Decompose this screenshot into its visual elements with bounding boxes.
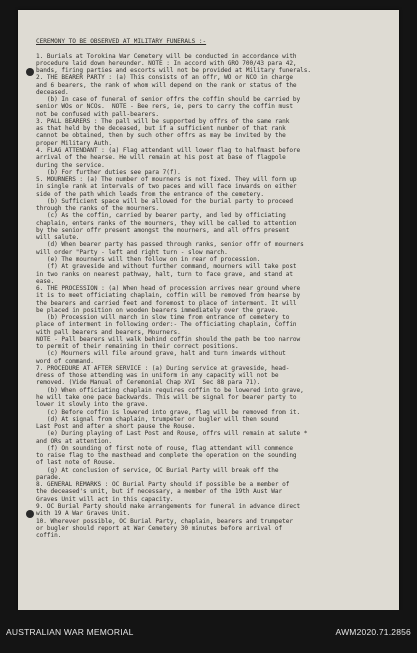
text-line: deceased. <box>36 88 69 96</box>
text-line: dress of those attending was in uniform in any capacity will not be <box>36 372 279 380</box>
footer-accession-number: AWM2020.71.2856 <box>335 627 411 637</box>
text-line: (b) When officiating chaplain requires coffin to be lowered into grave, <box>36 386 304 394</box>
text-line: the deceased's unit, but if necessary, a member of the 19th Aust War <box>36 488 283 496</box>
text-line: place of interment in following order:- The officiating chaplain, Coffin <box>36 321 297 329</box>
text-line: (c) As the coffin, carried by bearer party, and led by officiating <box>36 212 286 220</box>
text-line: (b) In case of funeral of senior offrs the coffin should be carried by <box>36 96 301 104</box>
text-line <box>36 45 392 52</box>
text-line: 8. GENERAL REMARKS : OC Burial Party should if possible be a member of <box>36 481 290 489</box>
footer-institution: AUSTRALIAN WAR MEMORIAL <box>6 627 134 637</box>
text-line: procedure laid down hereunder. NOTE : In accord with GRO 700/43 para 42, <box>36 59 297 67</box>
text-line: and 6 bearers, the rank of whom will depend on the rank or status of the <box>36 81 297 89</box>
document-text <box>36 38 392 539</box>
text-line: (c) Before coffin is lowered into grave, flag will be removed from it. <box>36 408 301 416</box>
text-line: or bugler should report at War Cemetery 30 minutes before arrival of <box>36 524 283 532</box>
text-line: Graves Unit will act in this capacity. <box>36 495 174 503</box>
text-line: (e) During playing of Last Post and Rouse, offrs will remain at salute * <box>36 430 308 438</box>
text-line: the bearers and carried feet and foremost to place of interment. It will <box>36 299 297 307</box>
text-line: (c) Mourners will file around grave, halt and turn inwards without <box>36 350 286 358</box>
text-line: be placed in position on wooden bearers immediately over the grave. <box>36 306 279 314</box>
text-line: arrival of the hearse. He will remain at his post at base of flagpole <box>36 154 286 162</box>
text-line: it is to meet officiating chaplain, coffin will be removed from hearse by <box>36 292 301 300</box>
text-line: 9. OC Burial Party should make arrangements for funeral in advance direct <box>36 503 301 510</box>
text-line: removed. (Vide Manual of Ceremonial Chap XVI Sec 88 para 71). <box>36 379 261 387</box>
text-line: proper Military Auth. <box>36 139 112 147</box>
text-line: 3. PALL BEARERS : The pall will be supported by offrs of the same rank <box>36 117 290 125</box>
text-line: not be confused with pall-bearers. <box>36 110 160 118</box>
text-line: will salute. <box>36 234 80 242</box>
text-line: parade. <box>36 473 62 481</box>
text-line: during the service. <box>36 161 105 169</box>
text-line: NOTE - Pall bearers will walk behind coffin should the path be too narrow <box>36 335 301 343</box>
text-line: (d) At signal from chaplain, trumpeter or bugler will then sound <box>36 415 279 423</box>
text-line: 6. THE PROCESSION : (a) When head of procession arrives near ground where <box>36 285 301 293</box>
text-line: bands, firing parties and escorts will not be provided at Military funerals. <box>36 67 312 75</box>
text-line: by the senior offr present amongst the mourners, and all offrs present <box>36 226 290 234</box>
text-line: in two ranks on nearest pathway, halt, turn to face grave, and stand at <box>36 270 293 278</box>
text-line: (d) When bearer party has passed through ranks, senior offr of mourners <box>36 241 304 249</box>
text-line: word of command. <box>36 357 94 365</box>
text-line: with pall bearers and bearers, Mourners. <box>36 328 181 336</box>
text-line: side of the path which leads from the entrance of the cemetery. <box>36 190 264 198</box>
text-line: (b) For further duties see para 7(f). <box>36 168 181 176</box>
archive-footer <box>0 610 417 653</box>
text-line: coffin. <box>36 532 62 540</box>
text-line: (g) At conclusion of service, OC Burial Party will break off the <box>36 466 279 474</box>
text-line: lower it slowly into the grave. <box>36 401 149 409</box>
text-line: 2. THE BEARER PARTY : (a) This consists of an offr, WO or NCO in charge <box>36 74 293 82</box>
text-line: (e) The mourners will then follow on in rear of procession. <box>36 255 261 263</box>
text-line: 10. Wherever possible, OC Burial Party, chaplain, bearers and trumpeter <box>36 517 293 525</box>
text-line: 4. FLAG ATTENDANT : (a) Flag attendant will lower flag to halfmast before <box>36 146 301 154</box>
text-line: as that held by the deceased, but if a sufficient number of that rank <box>36 125 286 133</box>
text-line: 5. MOURNERS : (a) The number of mourners is not fixed. They will form up <box>36 176 297 184</box>
text-line: (b) Sufficient space will be allowed for the burial party to proceed <box>36 197 293 205</box>
text-line: through the ranks of the mourners. <box>36 205 160 213</box>
text-line: 7. PROCEDURE AT AFTER SERVICE : (a) During service at graveside, head- <box>36 364 290 372</box>
text-line: in single rank at intervals of two paces and will face inwards on either <box>36 183 297 191</box>
text-line: chaplain, enters ranks of the mourners, they will be called to attention <box>36 219 297 227</box>
text-line: Last Post and after a short pause the Rouse. <box>36 423 196 431</box>
text-line: and ORs at attention. <box>36 437 112 445</box>
document-page <box>18 10 399 610</box>
text-line: to permit of their remaining in their correct positions. <box>36 343 239 351</box>
text-line: (f) At graveside and without further command, mourners will take post <box>36 263 297 271</box>
text-line: cannot be obtained, then by such other offrs as may be invited by the <box>36 132 286 140</box>
punch-hole <box>26 68 34 76</box>
text-line: will order "Party - left and right turn - slow march. <box>36 248 228 256</box>
document-title: CEREMONY TO BE OBSERVED AT MILITARY FUNERALS :- <box>36 38 207 45</box>
punch-hole <box>26 510 34 518</box>
text-line: to raise flag to the masthead and complete the operation on the sounding <box>36 452 297 460</box>
text-line: he will take one pace backwards. This will be signal for bearer party to <box>36 394 297 402</box>
text-line: 1. Burials at Torokina War Cemetery will be conducted in accordance with <box>36 52 297 60</box>
text-line: (f) On sounding of first note of rouse, flag attendant will commence <box>36 444 293 452</box>
text-line: (b) Procession will march in slow time from entrance of cemetery to <box>36 314 290 322</box>
text-line: with 19 A War Graves Unit. <box>36 510 131 518</box>
text-line: senior WOs or NCOs. NOTE - Bee rers, ie, pers to carry the coffin must <box>36 103 293 111</box>
text-line: of last note of Rouse. <box>36 459 116 467</box>
text-line: ease. <box>36 277 55 285</box>
